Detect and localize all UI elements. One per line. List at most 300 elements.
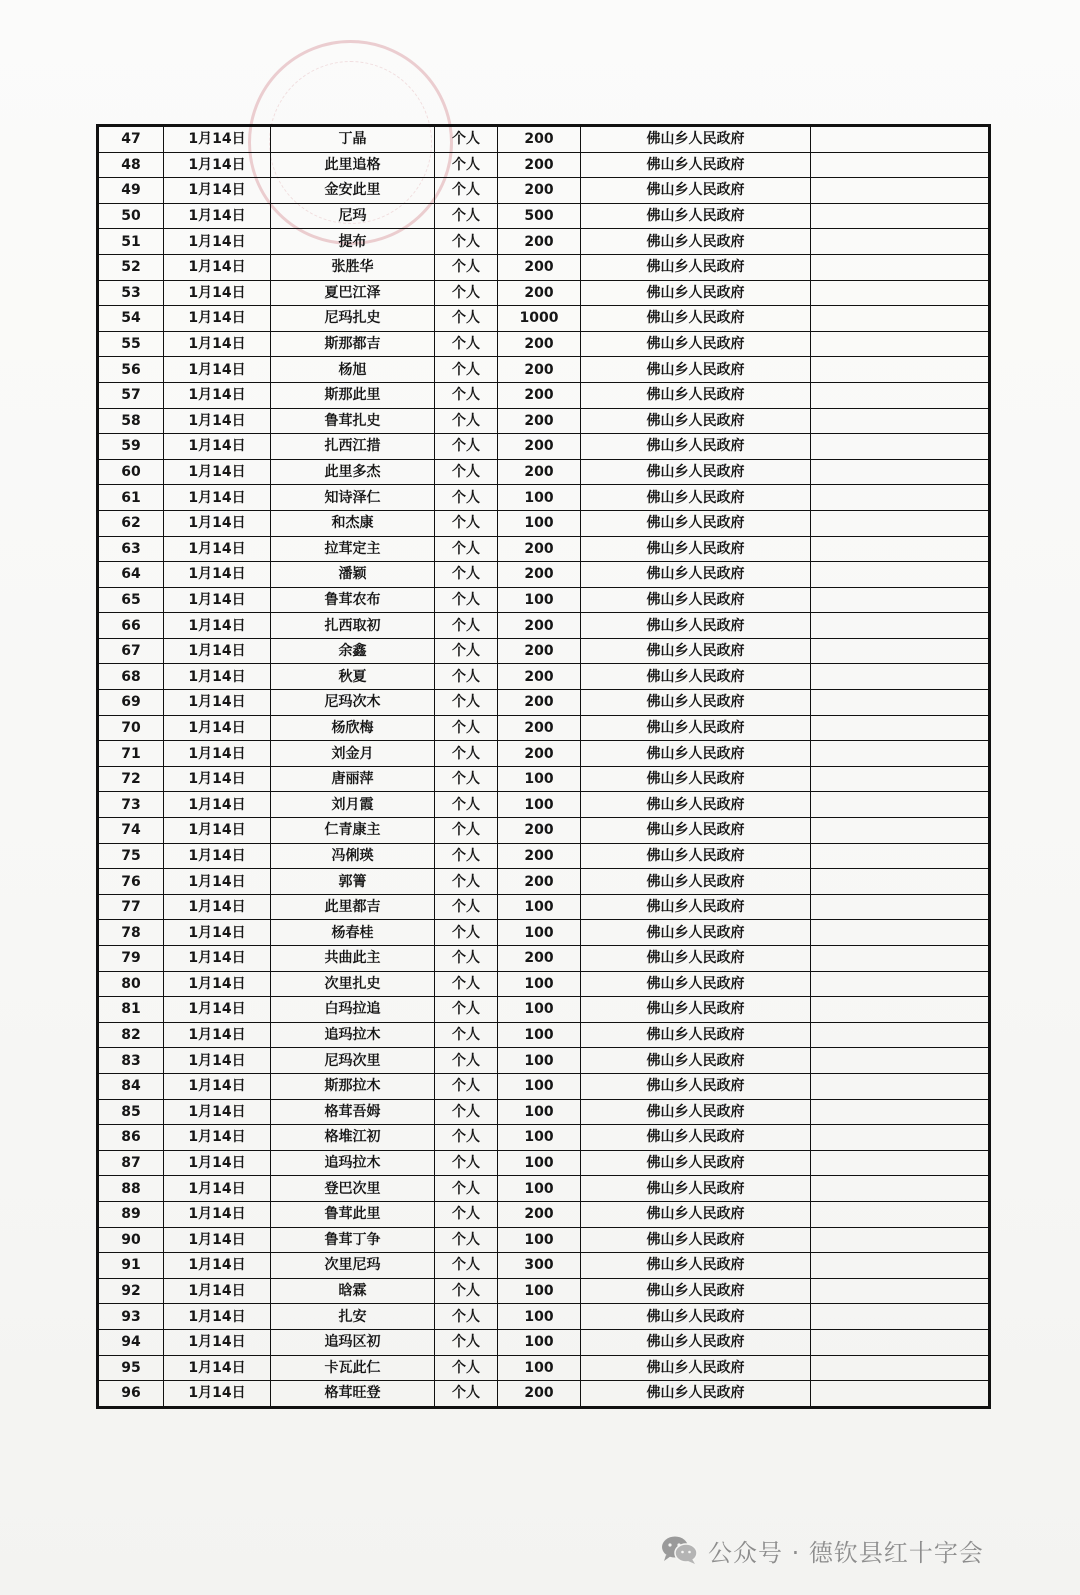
amount-cell: 200	[498, 818, 581, 844]
amount-cell: 100	[498, 1176, 581, 1202]
organization-cell: 佛山乡人民政府	[581, 382, 811, 408]
amount-cell: 200	[498, 741, 581, 767]
organization-cell: 佛山乡人民政府	[581, 1304, 811, 1330]
donor-name-cell: 刘金月	[271, 741, 435, 767]
donor-name-cell: 格堆江初	[271, 1125, 435, 1151]
remark-cell	[811, 690, 990, 716]
remark-cell	[811, 741, 990, 767]
date-cell: 1月14日	[164, 1073, 271, 1099]
organization-cell: 佛山乡人民政府	[581, 562, 811, 588]
row-number-cell: 75	[98, 843, 164, 869]
amount-cell: 100	[498, 1073, 581, 1099]
donor-name-cell: 白玛拉追	[271, 997, 435, 1023]
row-number-cell: 74	[98, 818, 164, 844]
table-row	[98, 254, 990, 280]
organization-cell: 佛山乡人民政府	[581, 1073, 811, 1099]
table-row	[98, 741, 990, 767]
table-row	[98, 1201, 990, 1227]
table-row	[98, 1304, 990, 1330]
amount-cell: 100	[498, 1329, 581, 1355]
row-number-cell: 70	[98, 715, 164, 741]
date-cell: 1月14日	[164, 408, 271, 434]
row-number-cell: 81	[98, 997, 164, 1023]
organization-cell: 佛山乡人民政府	[581, 997, 811, 1023]
organization-cell: 佛山乡人民政府	[581, 690, 811, 716]
remark-cell	[811, 126, 990, 153]
remark-cell	[811, 587, 990, 613]
remark-cell	[811, 1355, 990, 1381]
remark-cell	[811, 1278, 990, 1304]
donor-name-cell: 郭箐	[271, 869, 435, 895]
donor-type-cell: 个人	[435, 562, 498, 588]
row-number-cell: 90	[98, 1227, 164, 1253]
amount-cell: 200	[498, 613, 581, 639]
organization-cell: 佛山乡人民政府	[581, 331, 811, 357]
organization-cell: 佛山乡人民政府	[581, 1176, 811, 1202]
organization-cell: 佛山乡人民政府	[581, 254, 811, 280]
amount-cell: 200	[498, 254, 581, 280]
table-row	[98, 843, 990, 869]
donor-name-cell: 共曲此主	[271, 946, 435, 972]
remark-cell	[811, 1048, 990, 1074]
amount-cell: 200	[498, 229, 581, 255]
row-number-cell: 50	[98, 203, 164, 229]
amount-cell: 100	[498, 894, 581, 920]
organization-cell: 佛山乡人民政府	[581, 638, 811, 664]
donor-type-cell: 个人	[435, 152, 498, 178]
table-row	[98, 229, 990, 255]
organization-cell: 佛山乡人民政府	[581, 229, 811, 255]
donor-name-cell: 登巴次里	[271, 1176, 435, 1202]
organization-cell: 佛山乡人民政府	[581, 152, 811, 178]
row-number-cell: 68	[98, 664, 164, 690]
date-cell: 1月14日	[164, 1278, 271, 1304]
donation-table-body	[98, 126, 990, 1408]
table-row	[98, 434, 990, 460]
remark-cell	[811, 536, 990, 562]
donor-type-cell: 个人	[435, 1125, 498, 1151]
donor-type-cell: 个人	[435, 920, 498, 946]
amount-cell: 100	[498, 510, 581, 536]
donor-name-cell: 余鑫	[271, 638, 435, 664]
donor-name-cell: 晗霖	[271, 1278, 435, 1304]
donor-type-cell: 个人	[435, 741, 498, 767]
remark-cell	[811, 229, 990, 255]
date-cell: 1月14日	[164, 997, 271, 1023]
donor-type-cell: 个人	[435, 818, 498, 844]
date-cell: 1月14日	[164, 1227, 271, 1253]
amount-cell: 200	[498, 690, 581, 716]
donor-type-cell: 个人	[435, 1150, 498, 1176]
organization-cell: 佛山乡人民政府	[581, 1125, 811, 1151]
table-row	[98, 894, 990, 920]
donor-name-cell: 格茸吾姆	[271, 1099, 435, 1125]
donor-type-cell: 个人	[435, 357, 498, 383]
row-number-cell: 80	[98, 971, 164, 997]
amount-cell: 500	[498, 203, 581, 229]
table-row	[98, 920, 990, 946]
table-row	[98, 485, 990, 511]
date-cell: 1月14日	[164, 638, 271, 664]
table-row	[98, 459, 990, 485]
row-number-cell: 67	[98, 638, 164, 664]
date-cell: 1月14日	[164, 587, 271, 613]
remark-cell	[811, 203, 990, 229]
row-number-cell: 66	[98, 613, 164, 639]
organization-cell: 佛山乡人民政府	[581, 357, 811, 383]
table-row	[98, 946, 990, 972]
amount-cell: 100	[498, 1227, 581, 1253]
remark-cell	[811, 971, 990, 997]
donation-table	[96, 124, 991, 1409]
date-cell: 1月14日	[164, 178, 271, 204]
remark-cell	[811, 818, 990, 844]
amount-cell: 100	[498, 1304, 581, 1330]
donor-type-cell: 个人	[435, 869, 498, 895]
organization-cell: 佛山乡人民政府	[581, 1381, 811, 1408]
row-number-cell: 79	[98, 946, 164, 972]
row-number-cell: 54	[98, 306, 164, 332]
donor-type-cell: 个人	[435, 1099, 498, 1125]
remark-cell	[811, 920, 990, 946]
organization-cell: 佛山乡人民政府	[581, 306, 811, 332]
date-cell: 1月14日	[164, 792, 271, 818]
row-number-cell: 84	[98, 1073, 164, 1099]
donor-type-cell: 个人	[435, 946, 498, 972]
row-number-cell: 65	[98, 587, 164, 613]
remark-cell	[811, 1253, 990, 1279]
table-row	[98, 613, 990, 639]
amount-cell: 200	[498, 331, 581, 357]
organization-cell: 佛山乡人民政府	[581, 587, 811, 613]
organization-cell: 佛山乡人民政府	[581, 1150, 811, 1176]
donor-type-cell: 个人	[435, 587, 498, 613]
date-cell: 1月14日	[164, 510, 271, 536]
donor-type-cell: 个人	[435, 434, 498, 460]
remark-cell	[811, 894, 990, 920]
organization-cell: 佛山乡人民政府	[581, 178, 811, 204]
amount-cell: 100	[498, 1099, 581, 1125]
donor-type-cell: 个人	[435, 1253, 498, 1279]
remark-cell	[811, 1125, 990, 1151]
organization-cell: 佛山乡人民政府	[581, 894, 811, 920]
row-number-cell: 49	[98, 178, 164, 204]
table-row	[98, 638, 990, 664]
date-cell: 1月14日	[164, 485, 271, 511]
donor-name-cell: 鲁茸此里	[271, 1201, 435, 1227]
organization-cell: 佛山乡人民政府	[581, 459, 811, 485]
donor-type-cell: 个人	[435, 459, 498, 485]
table-row	[98, 203, 990, 229]
amount-cell: 100	[498, 971, 581, 997]
donor-type-cell: 个人	[435, 178, 498, 204]
donor-name-cell: 秋夏	[271, 664, 435, 690]
table-row	[98, 715, 990, 741]
table-row	[98, 280, 990, 306]
organization-cell: 佛山乡人民政府	[581, 1099, 811, 1125]
row-number-cell: 89	[98, 1201, 164, 1227]
remark-cell	[811, 1381, 990, 1408]
donor-name-cell: 次里扎史	[271, 971, 435, 997]
remark-cell	[811, 178, 990, 204]
donor-name-cell: 追玛拉木	[271, 1150, 435, 1176]
donor-type-cell: 个人	[435, 485, 498, 511]
donor-name-cell: 斯那此里	[271, 382, 435, 408]
table-row	[98, 562, 990, 588]
row-number-cell: 95	[98, 1355, 164, 1381]
row-number-cell: 82	[98, 1022, 164, 1048]
donor-type-cell: 个人	[435, 382, 498, 408]
donor-name-cell: 尼玛扎史	[271, 306, 435, 332]
donor-type-cell: 个人	[435, 331, 498, 357]
remark-cell	[811, 946, 990, 972]
donor-name-cell: 拉茸定主	[271, 536, 435, 562]
donor-name-cell: 格茸旺登	[271, 1381, 435, 1408]
row-number-cell: 86	[98, 1125, 164, 1151]
remark-cell	[811, 843, 990, 869]
row-number-cell: 83	[98, 1048, 164, 1074]
remark-cell	[811, 1176, 990, 1202]
organization-cell: 佛山乡人民政府	[581, 613, 811, 639]
amount-cell: 100	[498, 1355, 581, 1381]
donor-name-cell: 仁青康主	[271, 818, 435, 844]
table-row	[98, 1381, 990, 1408]
remark-cell	[811, 638, 990, 664]
row-number-cell: 71	[98, 741, 164, 767]
watermark-text: 公众号 · 德钦县红十字会	[708, 1538, 984, 1567]
table-row	[98, 1099, 990, 1125]
table-row	[98, 997, 990, 1023]
amount-cell: 100	[498, 587, 581, 613]
donor-name-cell: 杨旭	[271, 357, 435, 383]
table-row	[98, 818, 990, 844]
table-row	[98, 306, 990, 332]
donor-name-cell: 斯那都吉	[271, 331, 435, 357]
table-row	[98, 178, 990, 204]
amount-cell: 200	[498, 152, 581, 178]
row-number-cell: 72	[98, 766, 164, 792]
remark-cell	[811, 613, 990, 639]
organization-cell: 佛山乡人民政府	[581, 408, 811, 434]
donor-type-cell: 个人	[435, 1355, 498, 1381]
donor-type-cell: 个人	[435, 843, 498, 869]
row-number-cell: 69	[98, 690, 164, 716]
wechat-icon	[660, 1535, 698, 1565]
organization-cell: 佛山乡人民政府	[581, 818, 811, 844]
row-number-cell: 57	[98, 382, 164, 408]
organization-cell: 佛山乡人民政府	[581, 869, 811, 895]
date-cell: 1月14日	[164, 818, 271, 844]
organization-cell: 佛山乡人民政府	[581, 1355, 811, 1381]
remark-cell	[811, 408, 990, 434]
donor-type-cell: 个人	[435, 766, 498, 792]
organization-cell: 佛山乡人民政府	[581, 280, 811, 306]
row-number-cell: 60	[98, 459, 164, 485]
amount-cell: 200	[498, 382, 581, 408]
organization-cell: 佛山乡人民政府	[581, 434, 811, 460]
date-cell: 1月14日	[164, 382, 271, 408]
date-cell: 1月14日	[164, 690, 271, 716]
remark-cell	[811, 1073, 990, 1099]
donor-name-cell: 扎西取初	[271, 613, 435, 639]
date-cell: 1月14日	[164, 306, 271, 332]
row-number-cell: 87	[98, 1150, 164, 1176]
date-cell: 1月14日	[164, 357, 271, 383]
remark-cell	[811, 459, 990, 485]
donor-type-cell: 个人	[435, 613, 498, 639]
amount-cell: 100	[498, 1048, 581, 1074]
amount-cell: 200	[498, 280, 581, 306]
organization-cell: 佛山乡人民政府	[581, 946, 811, 972]
table-row	[98, 971, 990, 997]
date-cell: 1月14日	[164, 766, 271, 792]
table-row	[98, 1329, 990, 1355]
donor-type-cell: 个人	[435, 1278, 498, 1304]
donor-type-cell: 个人	[435, 1329, 498, 1355]
table-row	[98, 1227, 990, 1253]
organization-cell: 佛山乡人民政府	[581, 1227, 811, 1253]
donor-type-cell: 个人	[435, 306, 498, 332]
organization-cell: 佛山乡人民政府	[581, 203, 811, 229]
row-number-cell: 92	[98, 1278, 164, 1304]
organization-cell: 佛山乡人民政府	[581, 715, 811, 741]
amount-cell: 200	[498, 1381, 581, 1408]
amount-cell: 200	[498, 715, 581, 741]
date-cell: 1月14日	[164, 946, 271, 972]
date-cell: 1月14日	[164, 1253, 271, 1279]
row-number-cell: 56	[98, 357, 164, 383]
donor-name-cell: 尼玛次木	[271, 690, 435, 716]
date-cell: 1月14日	[164, 1022, 271, 1048]
row-number-cell: 96	[98, 1381, 164, 1408]
amount-cell: 100	[498, 1278, 581, 1304]
amount-cell: 200	[498, 126, 581, 153]
remark-cell	[811, 357, 990, 383]
table-row	[98, 1355, 990, 1381]
row-number-cell: 52	[98, 254, 164, 280]
date-cell: 1月14日	[164, 1125, 271, 1151]
table-row	[98, 536, 990, 562]
amount-cell: 200	[498, 946, 581, 972]
date-cell: 1月14日	[164, 280, 271, 306]
table-row	[98, 792, 990, 818]
date-cell: 1月14日	[164, 254, 271, 280]
date-cell: 1月14日	[164, 203, 271, 229]
remark-cell	[811, 434, 990, 460]
donor-name-cell: 扎西江措	[271, 434, 435, 460]
donor-type-cell: 个人	[435, 280, 498, 306]
donor-name-cell: 此里多杰	[271, 459, 435, 485]
table-row	[98, 587, 990, 613]
donor-type-cell: 个人	[435, 1048, 498, 1074]
table-row	[98, 152, 990, 178]
table-row	[98, 382, 990, 408]
remark-cell	[811, 1099, 990, 1125]
donor-type-cell: 个人	[435, 971, 498, 997]
date-cell: 1月14日	[164, 715, 271, 741]
date-cell: 1月14日	[164, 434, 271, 460]
table-row	[98, 126, 990, 153]
table-row	[98, 664, 990, 690]
organization-cell: 佛山乡人民政府	[581, 843, 811, 869]
donor-name-cell: 追玛区初	[271, 1329, 435, 1355]
date-cell: 1月14日	[164, 331, 271, 357]
row-number-cell: 91	[98, 1253, 164, 1279]
organization-cell: 佛山乡人民政府	[581, 1022, 811, 1048]
organization-cell: 佛山乡人民政府	[581, 920, 811, 946]
row-number-cell: 53	[98, 280, 164, 306]
remark-cell	[811, 766, 990, 792]
row-number-cell: 61	[98, 485, 164, 511]
donor-name-cell: 追玛拉木	[271, 1022, 435, 1048]
row-number-cell: 73	[98, 792, 164, 818]
table-row	[98, 1253, 990, 1279]
amount-cell: 100	[498, 1150, 581, 1176]
remark-cell	[811, 485, 990, 511]
organization-cell: 佛山乡人民政府	[581, 510, 811, 536]
remark-cell	[811, 997, 990, 1023]
donor-name-cell: 提布	[271, 229, 435, 255]
row-number-cell: 88	[98, 1176, 164, 1202]
organization-cell: 佛山乡人民政府	[581, 664, 811, 690]
donor-type-cell: 个人	[435, 536, 498, 562]
amount-cell: 200	[498, 459, 581, 485]
row-number-cell: 76	[98, 869, 164, 895]
row-number-cell: 59	[98, 434, 164, 460]
organization-cell: 佛山乡人民政府	[581, 126, 811, 153]
amount-cell: 1000	[498, 306, 581, 332]
row-number-cell: 77	[98, 894, 164, 920]
donor-name-cell: 卡瓦此仁	[271, 1355, 435, 1381]
date-cell: 1月14日	[164, 1355, 271, 1381]
donor-type-cell: 个人	[435, 1022, 498, 1048]
remark-cell	[811, 254, 990, 280]
amount-cell: 100	[498, 766, 581, 792]
remark-cell	[811, 382, 990, 408]
organization-cell: 佛山乡人民政府	[581, 741, 811, 767]
organization-cell: 佛山乡人民政府	[581, 792, 811, 818]
donor-type-cell: 个人	[435, 203, 498, 229]
date-cell: 1月14日	[164, 126, 271, 153]
amount-cell: 100	[498, 997, 581, 1023]
amount-cell: 100	[498, 1125, 581, 1151]
row-number-cell: 85	[98, 1099, 164, 1125]
date-cell: 1月14日	[164, 1304, 271, 1330]
remark-cell	[811, 792, 990, 818]
donor-type-cell: 个人	[435, 1227, 498, 1253]
amount-cell: 100	[498, 920, 581, 946]
organization-cell: 佛山乡人民政府	[581, 971, 811, 997]
amount-cell: 200	[498, 843, 581, 869]
row-number-cell: 94	[98, 1329, 164, 1355]
remark-cell	[811, 331, 990, 357]
donor-name-cell: 知诗泽仁	[271, 485, 435, 511]
table-row	[98, 869, 990, 895]
remark-cell	[811, 280, 990, 306]
date-cell: 1月14日	[164, 971, 271, 997]
donor-name-cell: 斯那拉木	[271, 1073, 435, 1099]
donor-type-cell: 个人	[435, 1381, 498, 1408]
amount-cell: 300	[498, 1253, 581, 1279]
date-cell: 1月14日	[164, 229, 271, 255]
donor-type-cell: 个人	[435, 638, 498, 664]
donor-type-cell: 个人	[435, 894, 498, 920]
amount-cell: 100	[498, 485, 581, 511]
organization-cell: 佛山乡人民政府	[581, 1201, 811, 1227]
row-number-cell: 63	[98, 536, 164, 562]
amount-cell: 200	[498, 357, 581, 383]
table-row	[98, 1073, 990, 1099]
